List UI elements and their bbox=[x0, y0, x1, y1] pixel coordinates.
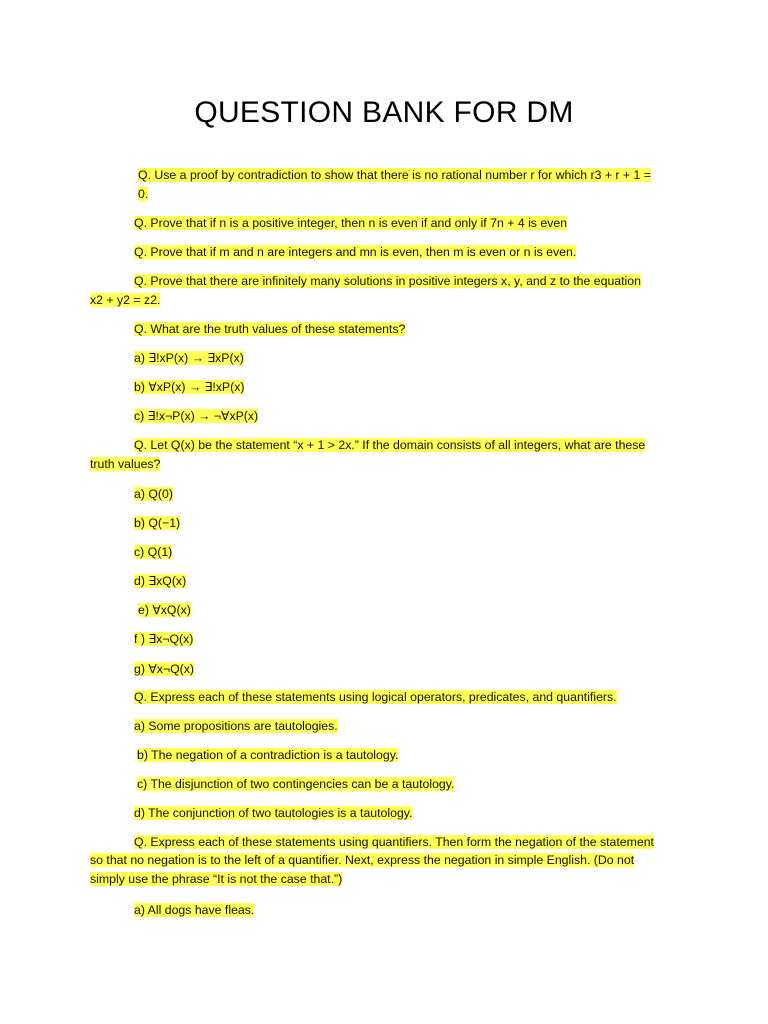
answer-option: a) Q(0) bbox=[134, 487, 173, 501]
question-line: Q. Prove that if m and n are integers and mn is even, then m is even or n is even. bbox=[134, 245, 577, 259]
question-line: Q. Express each of these statements using logical operators, predicates, and quantifiers. bbox=[134, 690, 617, 704]
question-line: truth values? bbox=[90, 457, 161, 471]
question-line: Q. Use a proof by contradiction to show that there is no rational number r for which r3 + r + 1 = bbox=[138, 168, 651, 182]
answer-option: d) The conjunction of two tautologies is a tautology. bbox=[134, 806, 413, 820]
question-line: Q. Let Q(x) be the statement “x + 1 > 2x.” If the domain consists of all integers, what are these bbox=[134, 438, 646, 452]
page-title: QUESTION BANK FOR DM bbox=[194, 96, 574, 129]
answer-option: f ) ∃x¬Q(x) bbox=[134, 632, 194, 646]
answer-option: d) ∃xQ(x) bbox=[134, 574, 187, 588]
question-line: x2 + y2 = z2. bbox=[90, 293, 161, 307]
question-line: Q. Prove that there are infinitely many solutions in positive integers x, y, and z to the equation bbox=[134, 274, 641, 288]
answer-option: b) Q(−1) bbox=[134, 516, 181, 530]
question-line: Q. What are the truth values of these statements? bbox=[134, 322, 406, 336]
answer-option: c) ∃!x¬P(x) → ¬∀xP(x) bbox=[134, 409, 259, 423]
question-line: 0. bbox=[138, 187, 149, 201]
question-line: Q. Prove that if n is a positive integer, then n is even if and only if 7n + 4 is even bbox=[134, 216, 568, 230]
question-line: simply use the phrase “It is not the case that.”) bbox=[90, 872, 343, 886]
question-line: so that no negation is to the left of a quantifier. Next, express the negation in simple English. (Do not bbox=[90, 853, 635, 867]
answer-option: b) ∀xP(x) → ∃!xP(x) bbox=[134, 380, 245, 394]
answer-option: a) All dogs have fleas. bbox=[134, 903, 255, 917]
answer-option: b) The negation of a contradiction is a tautology. bbox=[137, 748, 399, 762]
answer-option: c) The disjunction of two contingencies can be a tautology. bbox=[137, 777, 455, 791]
answer-option: e) ∀xQ(x) bbox=[138, 603, 191, 617]
answer-option: g) ∀x¬Q(x) bbox=[134, 662, 194, 676]
answer-option: c) Q(1) bbox=[134, 545, 173, 559]
question-line: Q. Express each of these statements using quantifiers. Then form the negation of the statement bbox=[134, 835, 654, 849]
answer-option: a) Some propositions are tautologies. bbox=[134, 719, 338, 733]
answer-option: a) ∃!xP(x) → ∃xP(x) bbox=[134, 351, 244, 365]
